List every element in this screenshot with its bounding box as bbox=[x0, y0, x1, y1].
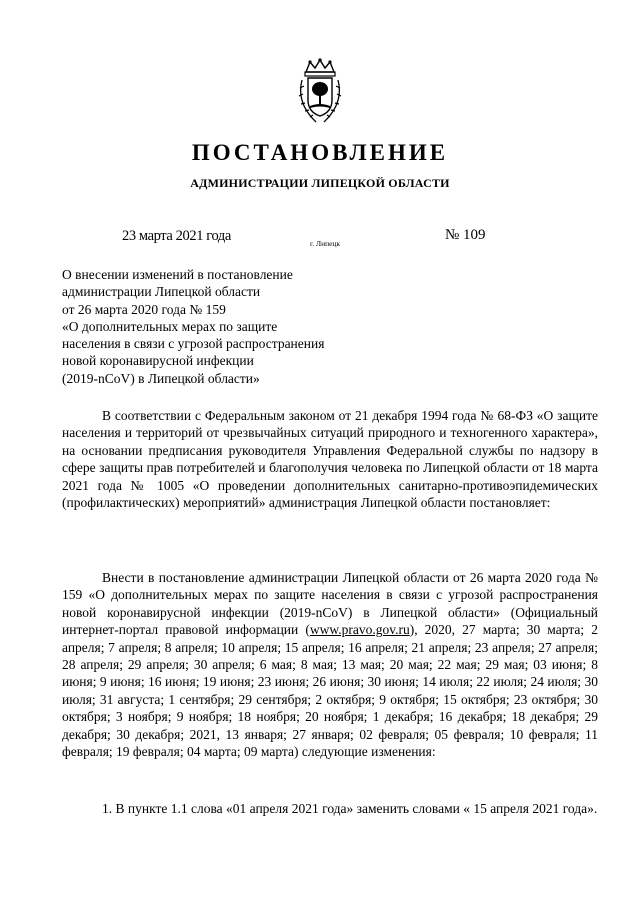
pravo-gov-link[interactable]: www.pravo.gov.ru bbox=[309, 622, 410, 638]
document-city: г. Липецк bbox=[310, 239, 341, 248]
amendment-text-start: Внести в постановление администрации Липецкой области от 26 марта 2020 года № 159 «О дополнительных мерах по защите населения в связи с угрозой распространения новой коронавирусной инфекции (2019-nCoV) в Липецкой области» (Официальный интернет-портал правовой информации ( bbox=[62, 570, 598, 638]
issuing-authority: АДМИНИСТРАЦИИ ЛИПЕЦКОЙ ОБЛАСТИ bbox=[190, 176, 450, 190]
subject-line: новой коронавирусной инфекции bbox=[62, 353, 254, 369]
subject-line: населения в связи с угрозой распространения bbox=[62, 336, 325, 352]
document-number: № 109 bbox=[445, 227, 486, 243]
amendment-text-end: ), 2020, 27 марта; 30 марта; 2 апреля; 7 апреля; 8 апреля; 10 апреля; 15 апреля; 16 апреля; 21 апреля; 23 апреля; 27 апреля; 28 апреля; 29 апреля; 30 апреля; 6 мая; 8 мая; 13 мая; 20 мая; 22 мая; 29 мая; 03 июня; 8 июня; 9 июня; 16 июня; 19 июня; 23 июня; 26 июня; 30 июня; 14 июля; 22 июля; 24 июля; 30 июля; 31 августа; 1 сентября; 29 сентября; 2 октября; 9 октября; 15 октября; 23 октября; 30 октября; 3 ноября; 9 ноября; 18 ноября; 20 ноября; 1 декабря; 16 декабря; 18 декабря; 29 декабря; 30 декабря; 2021, 13 января; 27 января; 02 февраля; 05 февраля; 10 февраля; 11 февраля; 19 февраля; 04 марта; 09 марта) следующие изменения: bbox=[62, 622, 598, 760]
subject-line: (2019-nCoV) в Липецкой области» bbox=[62, 370, 260, 386]
amendment-paragraph bbox=[62, 569, 598, 760]
document-date: 23 марта 2021 года bbox=[122, 228, 231, 244]
preamble-paragraph: В соответствии с Федеральным законом от 21 декабря 1994 года № 68-ФЗ «О защите населения и территорий от чрезвычайных ситуаций природного и техногенного характера», на основании предписания руководителя Управления Федеральной службы по надзору в сфере защиты прав потребителей и благополучия человека по Липецкой области от 18 марта 2021 года № 1005 «О проведении дополнительных санитарно-противоэпидемических (профилактических) мероприятий» администрация Липецкой области постановляет: bbox=[62, 408, 598, 511]
item-1-paragraph: 1. В пункте 1.1 слова «01 апреля 2021 года» заменить словами « 15 апреля 2021 года». bbox=[102, 801, 598, 816]
coat-of-arms-icon bbox=[296, 58, 344, 126]
subject-line: администрации Липецкой области bbox=[62, 284, 261, 300]
document-subject bbox=[62, 266, 422, 387]
subject-line: О внесении изменений в постановление bbox=[62, 267, 293, 282]
subject-line: «О дополнительных мерах по защите bbox=[62, 318, 278, 334]
document-title: ПОСТАНОВЛЕНИЕ bbox=[191, 140, 449, 165]
subject-line: от 26 марта 2020 года № 159 bbox=[62, 301, 226, 317]
